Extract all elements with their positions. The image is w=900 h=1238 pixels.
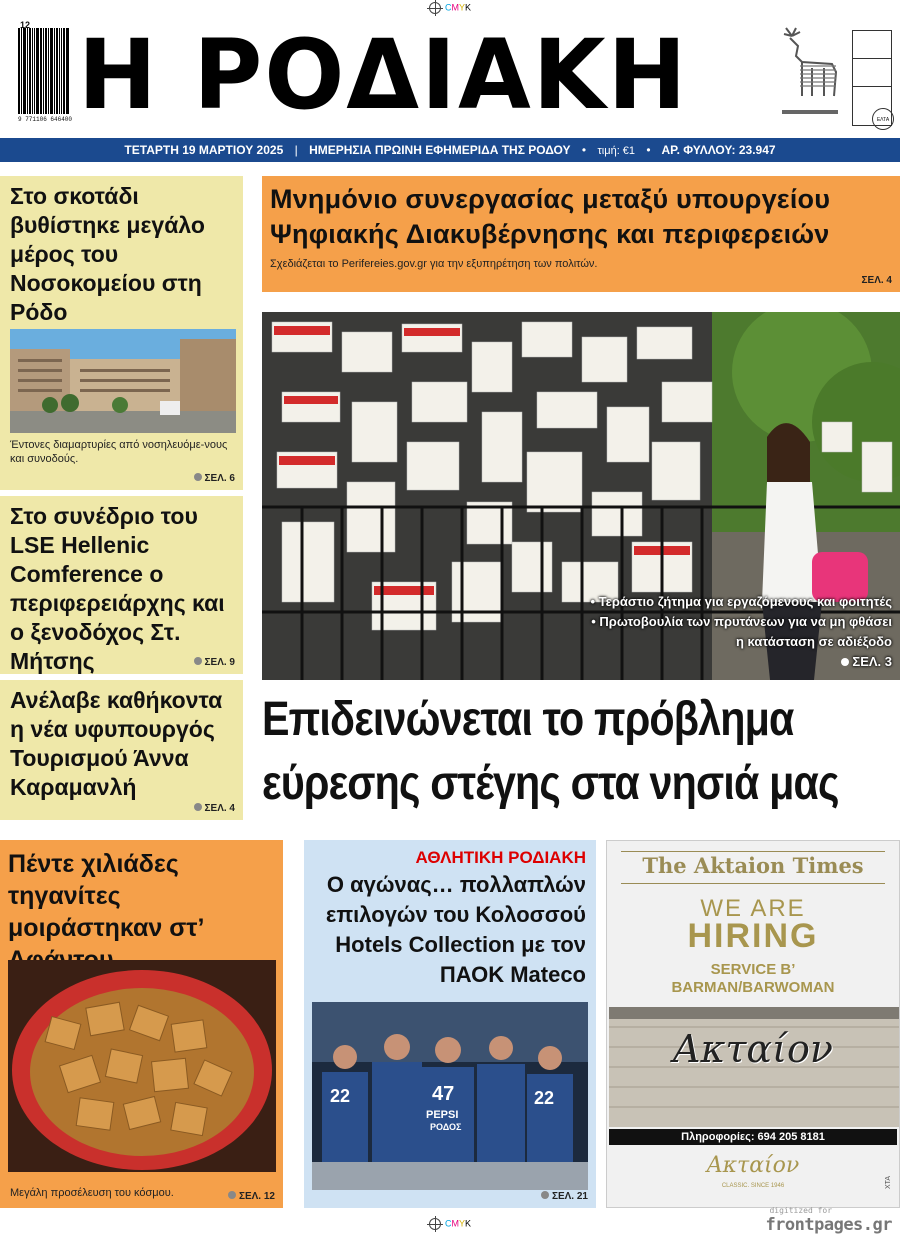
registration-mark-top: CMYK — [0, 2, 900, 14]
crosshair-icon — [429, 1218, 441, 1230]
ad-aktaion-hiring[interactable] — [606, 840, 900, 1208]
ad-footer-sub: CLASSIC. SINCE 1946 — [721, 1183, 785, 1189]
barcode-number: 9 771106 646400 — [18, 116, 73, 123]
housing-photo — [262, 312, 900, 680]
story-deputy-minister[interactable] — [0, 680, 243, 820]
story-headline[interactable]: Ο αγώνας… πολλαπλών επιλογών του Κολοσσού Hotels Collection με τον ΠΑΟΚ Mateco — [325, 872, 586, 987]
ad-brand: The Aktaion Times — [642, 853, 864, 878]
sports-kicker: ΑΘΛΗΤΙΚΗ ΡΟΔΙΑΚΗ — [415, 848, 586, 867]
page-reference: ΣΕΛ. 3 — [591, 652, 892, 672]
story-sports[interactable] — [304, 840, 596, 1208]
registration-mark-bottom: CMYK — [0, 1218, 900, 1230]
issue-number: ΑΡ. ΦΥΛΛΟΥ: 23.947 — [661, 143, 776, 157]
photo-bullets: • Τεράστιο ζήτημα για εργαζόμενους και φοιτητές • Πρωτοβουλία των πρυτάνεων για να μη φθάσει η κατάσταση σε αδιέξοδο ΣΕΛ. 3 — [591, 592, 892, 672]
price: τιμή: €1 — [597, 145, 636, 157]
elta-badge: ΕΛΤΑ — [872, 108, 894, 130]
basketball-photo — [312, 1002, 588, 1190]
story-digital-governance[interactable] — [262, 176, 900, 292]
pancakes-photo — [8, 960, 276, 1172]
top-subline: Σχεδιάζεται το Perifereies.gov.gr για την εξυπηρέτηση των πολιτών. — [270, 258, 598, 270]
masthead — [0, 20, 900, 138]
main-headline[interactable]: Επιδεινώνεται το πρόβλημα εύρεσης στέγης στα νησιά μας — [262, 693, 839, 810]
svg-text:PEPSI: PEPSI — [426, 1109, 459, 1121]
story-caption: Έντονες διαμαρτυρίες από νοσηλευόμε-νους και συνοδούς. — [10, 439, 228, 465]
story-lse[interactable] — [0, 496, 243, 674]
story-headline[interactable]: Ανέλαβε καθήκοντα η νέα υφυπουργός Τουρισμού Άννα Καραμανλή — [10, 687, 223, 800]
story-hospital[interactable] — [0, 176, 243, 490]
svg-text:ΡΟΔΟΣ: ΡΟΔΟΣ — [430, 1122, 462, 1132]
page-reference[interactable]: ΣΕΛ. 6 — [194, 473, 235, 484]
story-caption: Μεγάλη προσέλευση του κόσμου. — [10, 1187, 174, 1199]
page-reference[interactable]: ΣΕΛ. 21 — [541, 1191, 588, 1202]
story-pancakes[interactable] — [0, 840, 283, 1208]
ad-position1: SERVICE B’ — [710, 961, 796, 978]
crosshair-icon — [429, 2, 441, 14]
page-reference[interactable]: ΣΕΛ. 12 — [228, 1191, 275, 1202]
page-reference[interactable]: ΣΕΛ. 4 — [861, 275, 892, 286]
newspaper-logo[interactable]: Η ΡΟΔΙΑΚΗ — [78, 19, 689, 131]
top-headline[interactable]: Μνημόνιο συνεργασίας μεταξύ υπουργείου Ψηφιακής Διακυβέρνησης και περιφερειών — [270, 184, 831, 249]
ad-footer-logo: Ακταίον — [706, 1153, 800, 1178]
ad-position2: BARMAN/BARWOMAN — [671, 979, 835, 996]
story-headline[interactable]: Στο σκοτάδι βυθίστηκε μεγάλο μέρος του Νοσοκομείου στη Ρόδο — [10, 183, 205, 325]
ad-line1: WE ARE — [700, 895, 806, 922]
dateline-bar: ΤΕΤΑΡΤΗ 19 ΜΑΡΤΙΟΥ 2025 | ΗΜΕΡΗΣΙΑ ΠΡΩΙΝΗ ΕΦΗΜΕΡΙΔΑ ΤΗΣ ΡΟΔΟΥ • τιμή: €1 • ΑΡ. ΦΥΛΛΟΥ: 23.947 — [0, 138, 900, 162]
hospital-photo — [10, 329, 236, 433]
ad-contact[interactable]: Πληροφορίες: 694 205 8181 — [609, 1129, 897, 1145]
deer-logo-icon — [762, 26, 842, 126]
barcode — [18, 28, 73, 124]
svg-text:22: 22 — [330, 1086, 351, 1106]
issue-date: ΤΕΤΑΡΤΗ 19 ΜΑΡΤΙΟΥ 2025 — [124, 143, 284, 157]
ad-line2: HIRING — [687, 917, 819, 955]
ad-sign: Ακταίον — [673, 1027, 833, 1071]
digitized-credit[interactable]: digitized for frontpages.gr — [765, 1206, 892, 1235]
page-reference[interactable]: ΣΕΛ. 9 — [194, 657, 235, 668]
story-headline[interactable]: Πέντε χιλιάδες τηγανίτες μοιράστηκαν στ’ — [8, 850, 204, 942]
story-headline[interactable]: Στο συνέδριο του LSE Hellenic Comference ο περιφερειάρχης και ο ξενοδόχος Στ. Μήτσης — [10, 503, 225, 674]
ad-code: ΧΤΑ — [884, 1175, 892, 1190]
tagline: ΗΜΕΡΗΣΙΑ ΠΡΩΙΝΗ ΕΦΗΜΕΡΙΔΑ ΤΗΣ ΡΟΔΟΥ — [309, 143, 571, 157]
svg-text:22: 22 — [534, 1088, 555, 1108]
issue-code: 12 — [20, 20, 31, 30]
svg-text:47: 47 — [432, 1083, 455, 1105]
page-reference[interactable]: ΣΕΛ. 4 — [194, 803, 235, 814]
